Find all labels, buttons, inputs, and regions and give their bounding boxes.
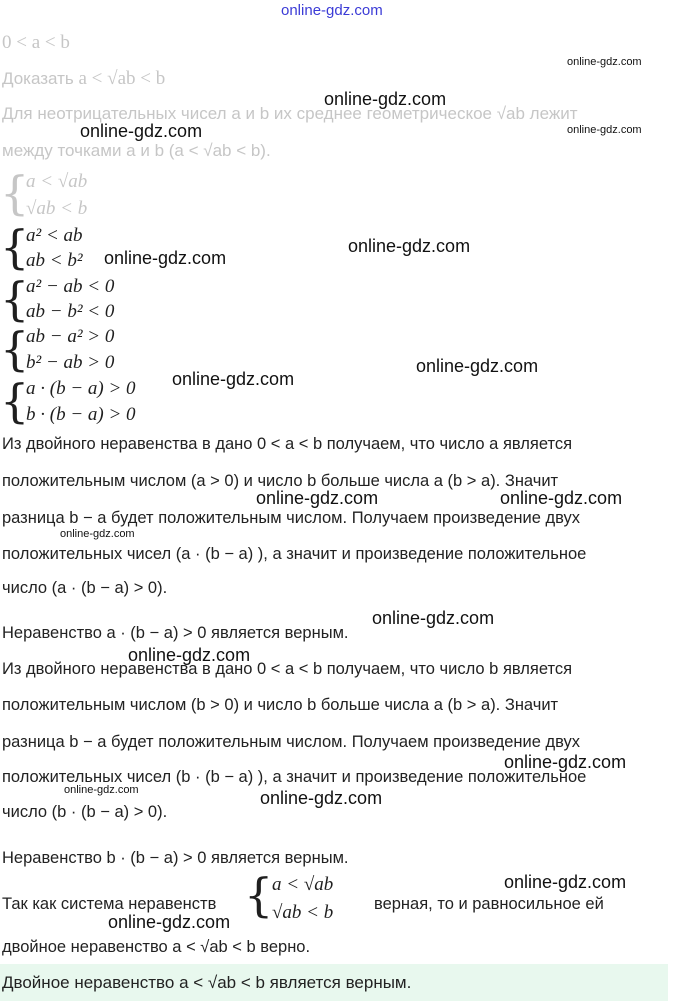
paragraph1-line4: положительных чисел (a · (b − a) ), а значит и произведение положительное: [2, 545, 587, 563]
watermark: online-gdz.com: [80, 121, 203, 141]
system-brace: {: [0, 374, 30, 428]
system4-line1: a · (b − a) > 0: [26, 378, 136, 399]
system3-line2: b² − ab > 0: [26, 352, 115, 373]
watermark: online-gdz.com: [567, 56, 642, 68]
prove-statement: [2, 68, 165, 90]
answer-box: [0, 964, 668, 1001]
paragraph2-line1: Из двойного неравенства в дано 0 < a < b получаем, что число b является: [2, 660, 573, 678]
system-brace: {: [0, 220, 30, 274]
watermark: online-gdz.com: [172, 369, 295, 389]
watermark: online-gdz.com: [104, 248, 227, 268]
paragraph2-line4: положительных чисел (b · (b − a) ), а значит и произведение положительное: [2, 768, 587, 786]
system-brace: {: [0, 322, 30, 376]
system1-line2: ab < b²: [26, 250, 83, 271]
paragraph1-line1: Из двойного неравенства в дано 0 < a < b получаем, что число a является: [2, 435, 573, 453]
paragraph2-line5: число (b · (b − a) > 0).: [2, 803, 168, 821]
watermark: online-gdz.com: [60, 528, 135, 540]
conclusion-post: верная, то и равносильное ей: [374, 895, 604, 913]
paragraph1-conclusion: Неравенство a · (b − a) > 0 является верным.: [2, 624, 349, 642]
watermark: online-gdz.com: [324, 89, 447, 109]
watermark: online-gdz.com: [260, 788, 383, 808]
system3-line1: ab − a² > 0: [26, 326, 115, 347]
conclusion-system-line1: a < √ab: [272, 874, 334, 895]
watermark: online-gdz.com: [64, 784, 139, 796]
conclusion-system-line2: √ab < b: [272, 902, 334, 923]
conclusion-line2: двойное неравенство a < √ab < b верно.: [2, 938, 311, 956]
prove-label: Доказать: [2, 69, 74, 88]
system0-line2: √ab < b: [26, 198, 88, 219]
system2-line2: ab − b² < 0: [26, 301, 115, 322]
watermark: online-gdz.com: [504, 872, 627, 892]
answer-text: Двойное неравенство a < √ab < b является верным.: [2, 973, 412, 992]
paragraph1-line5: число (a · (b − a) > 0).: [2, 579, 168, 597]
system2-line1: a² − ab < 0: [26, 276, 115, 297]
system1-line1: a² < ab: [26, 225, 83, 246]
watermark: online-gdz.com: [500, 488, 623, 508]
conclusion-pre: Так как система неравенств: [2, 895, 217, 913]
system4-line2: b · (b − a) > 0: [26, 404, 136, 425]
system-brace: {: [0, 272, 30, 326]
paragraph1-line3: разница b − a будет положительным числом. Получаем произведение двух: [2, 509, 581, 527]
paragraph1-line2: положительным числом (a > 0) и число b больше числа a (b > a). Значит: [2, 472, 559, 490]
watermark: online-gdz.com: [128, 645, 251, 665]
intro-line-1: Для неотрицательных чисел a и b их среднее геометрическое √ab лежит: [2, 104, 578, 123]
watermark: online-gdz.com: [567, 124, 642, 136]
prove-expression: a < √ab < b: [78, 68, 166, 89]
watermark: online-gdz.com: [256, 488, 379, 508]
system0-line1: a < √ab: [26, 171, 88, 192]
watermark: online-gdz.com: [108, 912, 231, 932]
watermark: online-gdz.com: [348, 236, 471, 256]
paragraph2-line3: разница b − a будет положительным числом. Получаем произведение двух: [2, 733, 581, 751]
system-brace: {: [244, 868, 274, 922]
paragraph2-conclusion: Неравенство b · (b − a) > 0 является верным.: [2, 849, 349, 867]
intro-line-2: между точками a и b (a < √ab < b).: [2, 141, 271, 160]
watermark: online-gdz.com: [416, 356, 539, 376]
site-watermark-top[interactable]: online-gdz.com: [281, 2, 383, 19]
watermark: online-gdz.com: [372, 608, 495, 628]
paragraph2-line2: положительным числом (b > 0) и число b больше числа a (b > a). Значит: [2, 696, 559, 714]
watermark: online-gdz.com: [504, 752, 627, 772]
system-brace: {: [0, 166, 30, 220]
given-condition: 0 < a < b: [2, 32, 70, 53]
